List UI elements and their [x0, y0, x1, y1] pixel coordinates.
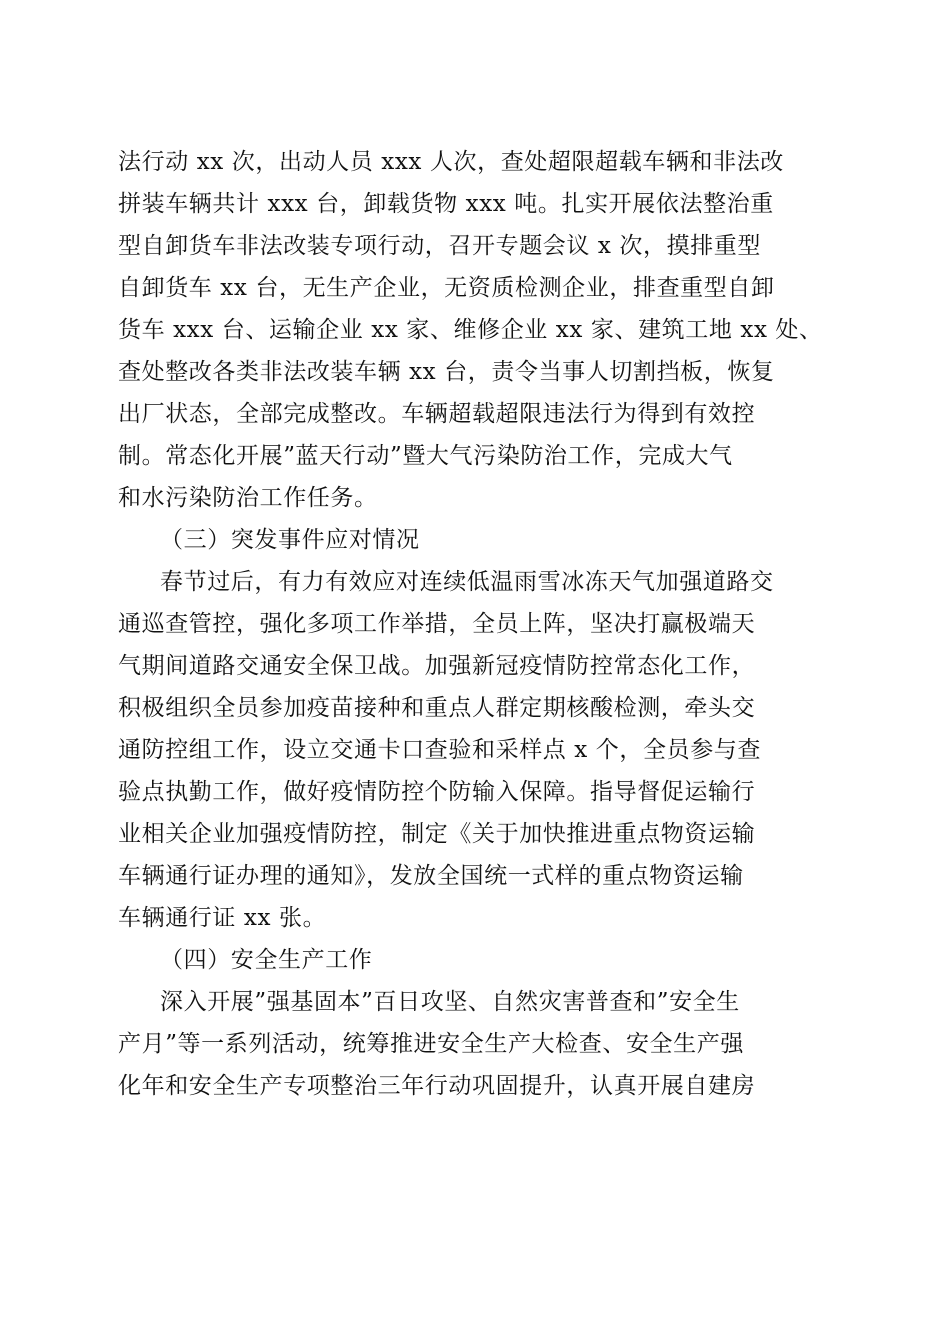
- paragraph-line: 拼装车辆共计 xxx 台，卸载货物 xxx 吨。扎实开展依法整治重: [118, 191, 774, 217]
- paragraph-line: 产月”等一系列活动，统筹推进安全生产大检查、安全生产强: [118, 1031, 744, 1057]
- paragraph-line: 气期间道路交通安全保卫战。加强新冠疫情防控常态化工作，: [118, 653, 756, 679]
- paragraph-line: 化年和安全生产专项整治三年行动巩固提升，认真开展自建房: [118, 1073, 756, 1099]
- paragraph-line: 自卸货车 xx 台，无生产企业，无资质检测企业，排查重型自卸: [118, 275, 775, 301]
- paragraph-line: 和水污染防治工作任务。: [118, 485, 378, 511]
- paragraph-line: 通防控组工作，设立交通卡口查验和采样点 x 个，全员参与查: [118, 737, 761, 763]
- paragraph-line: 查处整改各类非法改装车辆 xx 台，责令当事人切割挡板，恢复: [118, 359, 775, 385]
- paragraph-line: 验点执勤工作，做好疫情防控个防输入保障。指导督促运输行: [118, 779, 756, 805]
- paragraph-line: 深入开展”强基固本”百日攻坚、自然灾害普查和”安全生: [160, 989, 740, 1015]
- paragraph-line: 车辆通行证 xx 张。: [118, 905, 327, 931]
- paragraph-line: 积极组织全员参加疫苗接种和重点人群定期核酸检测，牵头交: [118, 695, 756, 721]
- paragraph-line: 制。常态化开展”蓝天行动”暨大气污染防治工作，完成大气: [118, 443, 733, 469]
- section-heading-3: （三）突发事件应对情况: [160, 527, 420, 553]
- paragraph-line: 业相关企业加强疫情防控，制定《关于加快推进重点物资运输: [118, 821, 756, 847]
- paragraph-line: 车辆通行证办理的通知》，发放全国统一式样的重点物资运输: [118, 863, 744, 889]
- paragraph-line: 春节过后，有力有效应对连续低温雨雪冰冻天气加强道路交: [160, 569, 774, 595]
- paragraph-line: 型自卸货车非法改装专项行动，召开专题会议 x 次，摸排重型: [118, 233, 761, 259]
- paragraph-line: 货车 xxx 台、运输企业 xx 家、维修企业 xx 家、建筑工地 xx 处、: [118, 317, 823, 343]
- paragraph-line: 法行动 xx 次，出动人员 xxx 人次，查处超限超载车辆和非法改: [118, 149, 784, 175]
- section-heading-4: （四）安全生产工作: [160, 947, 373, 973]
- paragraph-line: 出厂状态，全部完成整改。车辆超载超限违法行为得到有效控: [118, 401, 756, 427]
- paragraph-line: 通巡查管控，强化多项工作举措，全员上阵，坚决打赢极端天: [118, 611, 756, 637]
